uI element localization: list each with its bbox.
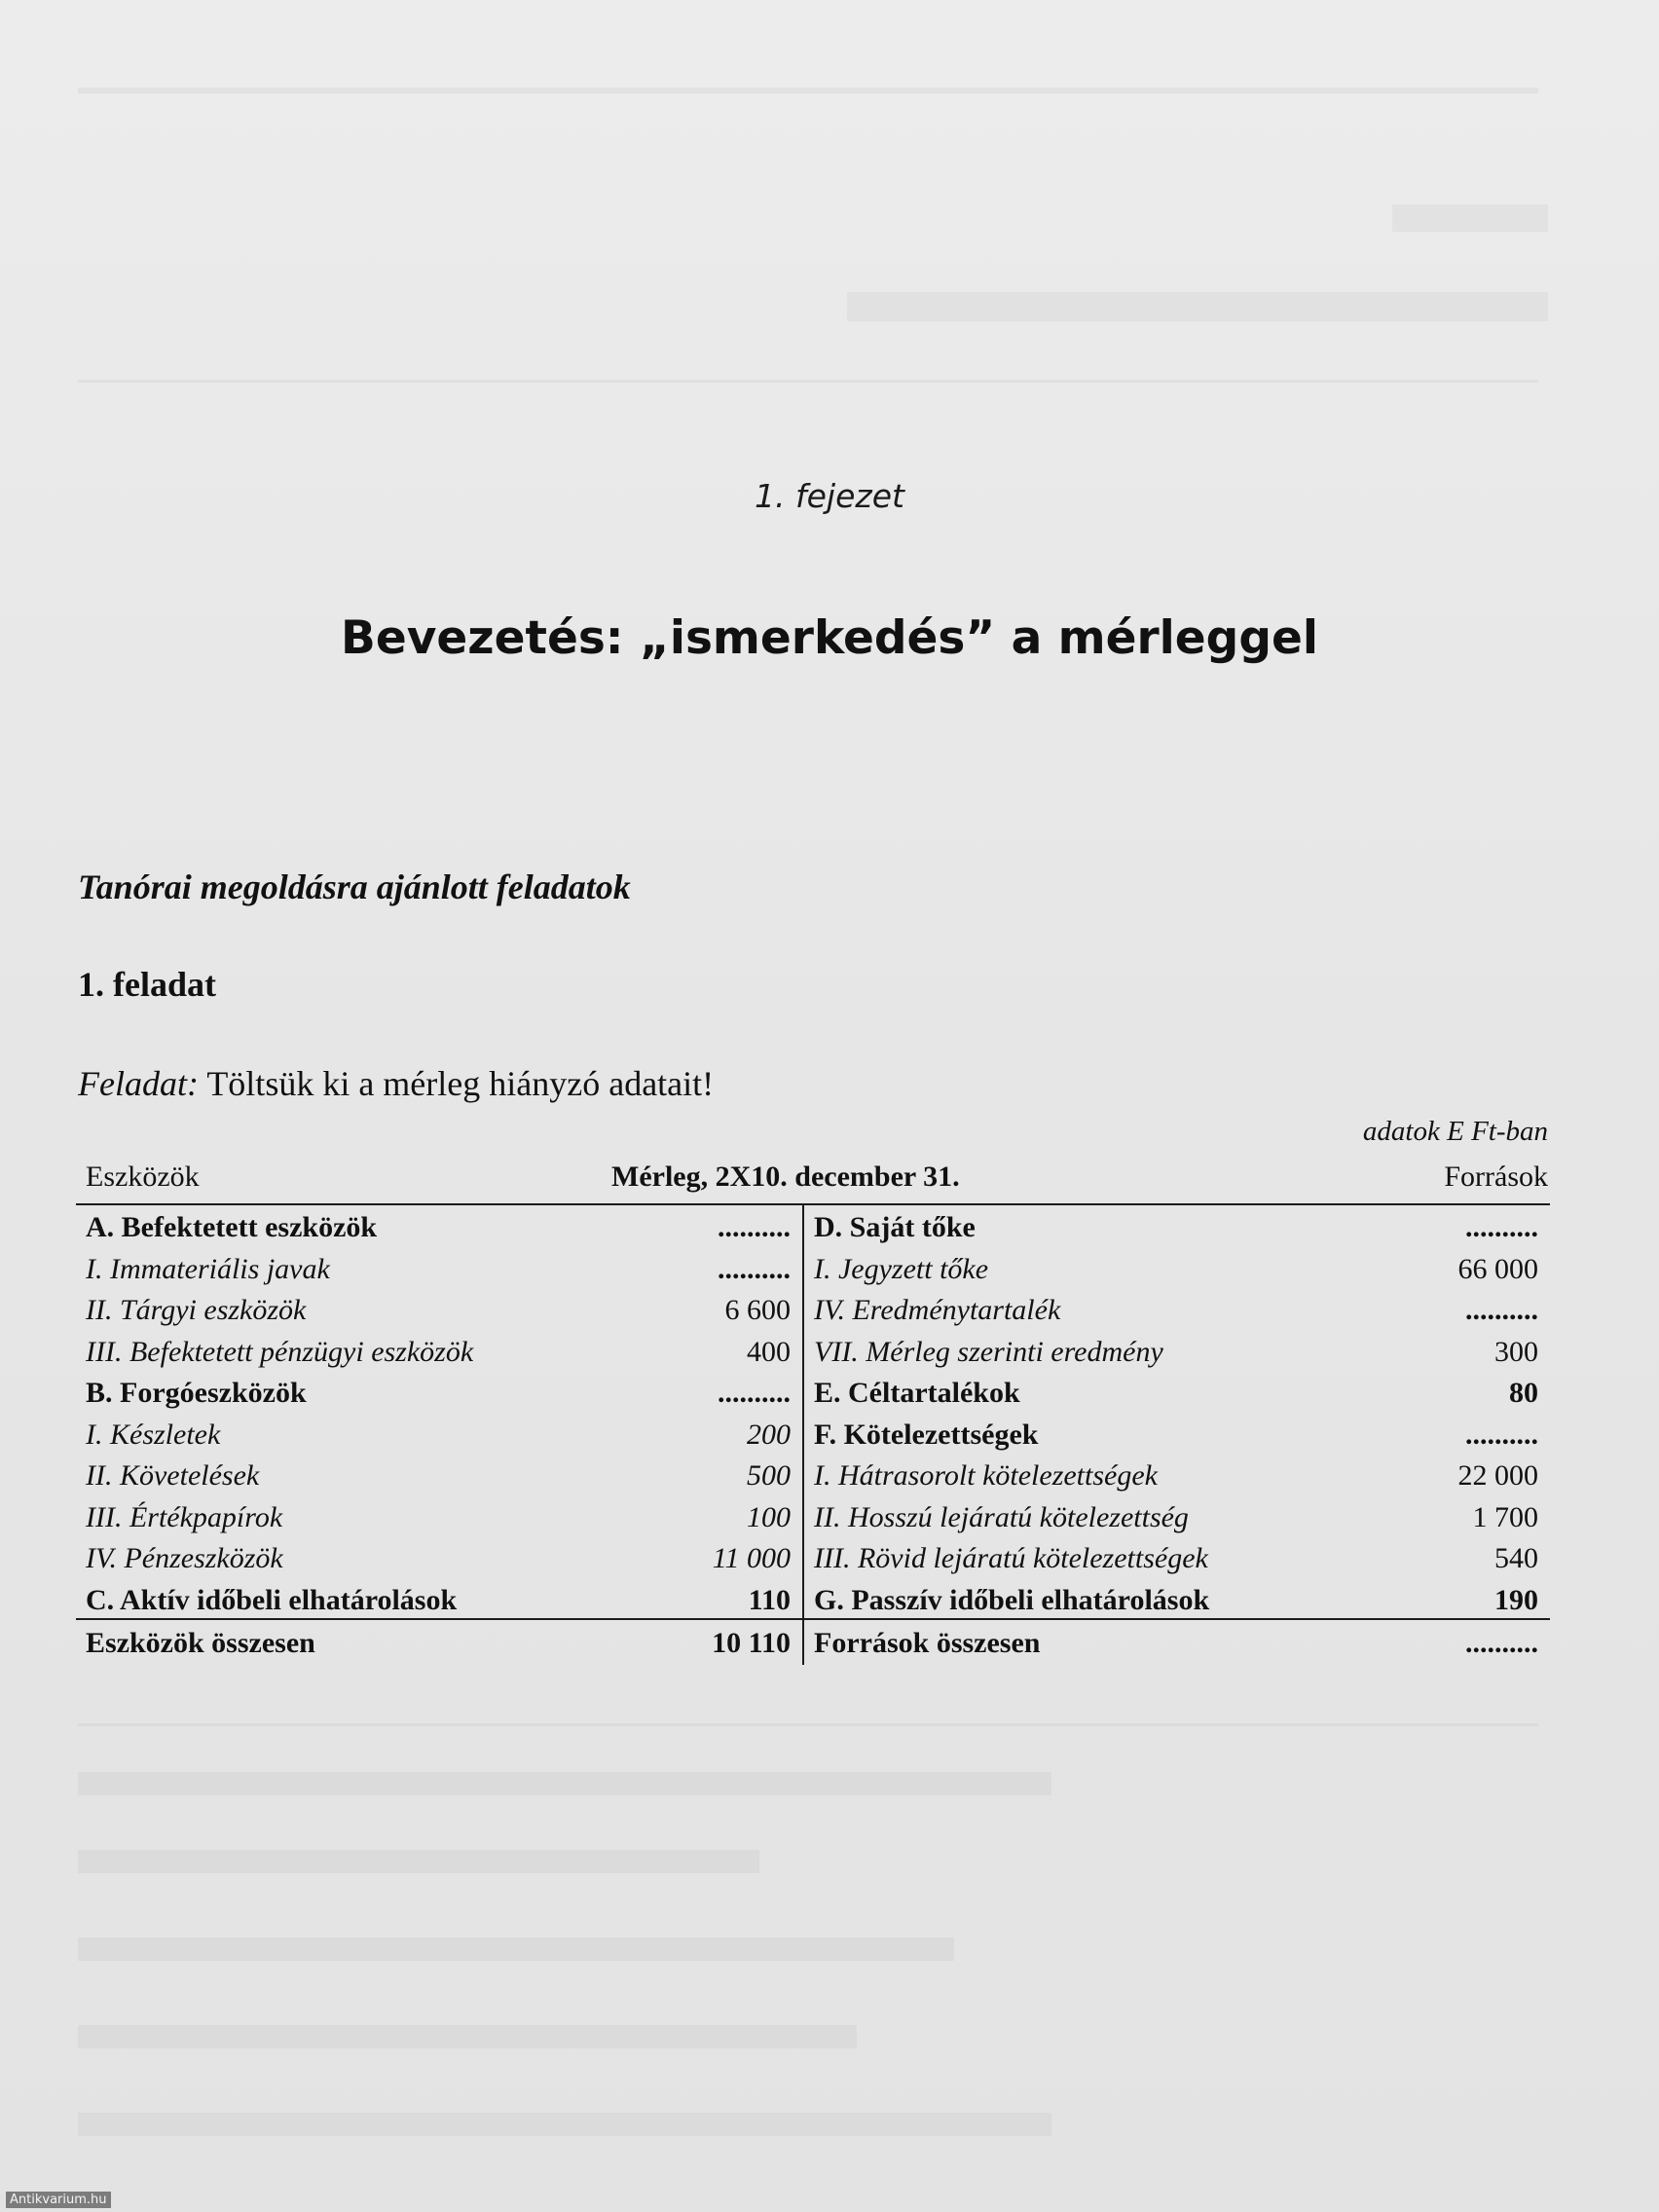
table-row: A. Befektetett eszközök .......... bbox=[86, 1211, 791, 1243]
show-through-block bbox=[78, 2025, 857, 2048]
balance-sheet-title: Mérleg, 2X10. december 31. bbox=[611, 1161, 960, 1193]
task-lead: Feladat: bbox=[78, 1064, 199, 1103]
table-row: II. Hosszú lejáratú kötelezettség 1 700 bbox=[814, 1500, 1538, 1533]
table-row: IV. Pénzeszközök 11 000 bbox=[86, 1542, 791, 1574]
task-title: 1. feladat bbox=[78, 965, 216, 1004]
liabilities-header: Források bbox=[1444, 1161, 1548, 1193]
show-through-block bbox=[847, 292, 1548, 321]
assets-total-row: Eszközök összesen 10 110 bbox=[86, 1627, 791, 1659]
table-row: II. Követelések 500 bbox=[86, 1459, 791, 1492]
watermark: Antikvarium.hu bbox=[6, 2192, 111, 2208]
show-through-block bbox=[78, 1937, 954, 1961]
assets-header: Eszközök bbox=[86, 1161, 200, 1193]
table-row: I. Készletek 200 bbox=[86, 1418, 791, 1451]
task-text: Töltsük ki a mérleg hiányzó adatait! bbox=[198, 1064, 715, 1103]
table-row: III. Befektetett pénzügyi eszközök 400 bbox=[86, 1335, 791, 1368]
section-heading: Tanórai megoldásra ajánlott feladatok bbox=[78, 867, 631, 906]
chapter-label: 1. fejezet bbox=[755, 477, 904, 515]
table-row: I. Hátrasorolt kötelezettségek 22 000 bbox=[814, 1459, 1538, 1492]
table-row: I. Jegyzett tőke 66 000 bbox=[814, 1252, 1538, 1285]
table-row: IV. Eredménytartalék .......... bbox=[814, 1294, 1538, 1326]
show-through-block bbox=[78, 1772, 1051, 1795]
balance-sheet-header bbox=[76, 1161, 1548, 1199]
table-top-rule bbox=[76, 1203, 1550, 1205]
liabilities-total-row: Források összesen .......... bbox=[814, 1627, 1538, 1659]
task-instruction bbox=[78, 1063, 714, 1104]
table-row: II. Tárgyi eszközök 6 600 bbox=[86, 1294, 791, 1326]
table-row: G. Passzív időbeli elhatárolások 190 bbox=[814, 1583, 1538, 1616]
show-through-block bbox=[78, 2113, 1051, 2136]
table-row: B. Forgóeszközök .......... bbox=[86, 1377, 791, 1409]
table-row: III. Értékpapírok 100 bbox=[86, 1500, 791, 1533]
table-row: I. Immateriális javak .......... bbox=[86, 1252, 791, 1285]
show-through-line bbox=[78, 88, 1538, 93]
table-row: III. Rövid lejáratú kötelezettségek 540 bbox=[814, 1542, 1538, 1574]
table-row: E. Céltartalékok 80 bbox=[814, 1377, 1538, 1409]
show-through-line bbox=[78, 380, 1538, 383]
show-through-block bbox=[78, 1850, 759, 1873]
show-through-line bbox=[78, 1723, 1538, 1726]
liabilities-column bbox=[804, 1207, 1550, 1665]
table-row: C. Aktív időbeli elhatárolások 110 bbox=[86, 1583, 791, 1616]
show-through-block bbox=[1392, 204, 1548, 232]
table-row: F. Kötelezettségek .......... bbox=[814, 1418, 1538, 1451]
table-row: D. Saját tőke .......... bbox=[814, 1211, 1538, 1243]
table-row: VII. Mérleg szerinti eredmény 300 bbox=[814, 1335, 1538, 1368]
units-note: adatok E Ft-ban bbox=[1362, 1116, 1548, 1147]
assets-column bbox=[76, 1207, 802, 1665]
chapter-title: Bevezetés: „ismerkedés” a mérleggel bbox=[341, 611, 1318, 665]
